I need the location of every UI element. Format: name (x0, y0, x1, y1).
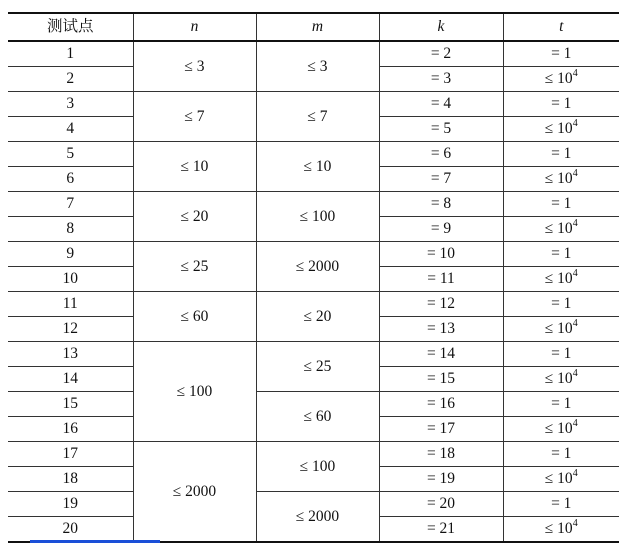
cell-test-point: 10 (8, 267, 133, 292)
cell-test-point: 16 (8, 417, 133, 442)
constraints-table (8, 12, 619, 543)
cell-k-value: = 5 (379, 117, 503, 142)
constraints-table-wrapper (8, 12, 619, 543)
cell-t-base: ≤ 10 (544, 220, 573, 237)
table-row (8, 292, 619, 317)
header-m: m (256, 13, 379, 41)
cell-test-point: 2 (8, 67, 133, 92)
cell-k-value: = 8 (379, 192, 503, 217)
cell-m-constraint: ≤ 25 (256, 342, 379, 392)
cell-m-constraint: ≤ 2000 (256, 492, 379, 543)
cell-k-value: = 13 (379, 317, 503, 342)
table-body (8, 41, 619, 542)
table-row (8, 442, 619, 467)
cell-t-exponent: 4 (572, 217, 578, 229)
cell-k-value: = 16 (379, 392, 503, 417)
cell-k-value: = 7 (379, 167, 503, 192)
cell-test-point: 19 (8, 492, 133, 517)
cell-k-value: = 3 (379, 67, 503, 92)
cell-test-point: 1 (8, 41, 133, 67)
table-row (8, 342, 619, 367)
cell-n-constraint: ≤ 7 (133, 92, 256, 142)
cell-test-point: 6 (8, 167, 133, 192)
cell-n-constraint: ≤ 100 (133, 342, 256, 442)
cell-k-value: = 10 (379, 242, 503, 267)
cell-t-base: ≤ 10 (544, 70, 573, 87)
cell-t-base: = 1 (551, 345, 572, 362)
cell-t-exponent: 4 (572, 317, 578, 329)
cell-test-point: 12 (8, 317, 133, 342)
header-row (8, 13, 619, 41)
cell-k-value: = 18 (379, 442, 503, 467)
cell-n-constraint: ≤ 10 (133, 142, 256, 192)
cell-k-value: = 20 (379, 492, 503, 517)
cell-t-base: ≤ 10 (544, 270, 573, 287)
table-row (8, 142, 619, 167)
cell-k-value: = 17 (379, 417, 503, 442)
cell-m-constraint: ≤ 10 (256, 142, 379, 192)
cell-t-base: ≤ 10 (544, 520, 573, 537)
cell-k-value: = 15 (379, 367, 503, 392)
cell-test-point: 9 (8, 242, 133, 267)
cell-t-exponent: 4 (572, 417, 578, 429)
cell-t-value (503, 117, 619, 142)
cell-test-point: 4 (8, 117, 133, 142)
cell-t-exponent: 4 (572, 467, 578, 479)
cell-m-constraint: ≤ 100 (256, 192, 379, 242)
cell-t-exponent: 4 (572, 67, 578, 79)
cell-t-value (503, 317, 619, 342)
cell-t-base: ≤ 10 (544, 170, 573, 187)
cell-t-base: = 1 (551, 145, 572, 162)
table-row (8, 492, 619, 517)
cell-t-exponent: 4 (572, 167, 578, 179)
cell-test-point: 18 (8, 467, 133, 492)
cell-t-value (503, 417, 619, 442)
cell-t-value (503, 217, 619, 242)
cell-m-constraint: ≤ 60 (256, 392, 379, 442)
cell-t-value (503, 392, 619, 417)
table-row (8, 192, 619, 217)
cell-t-exponent: 4 (572, 517, 578, 529)
cell-t-value (503, 92, 619, 117)
header-test-point: 测试点 (8, 13, 133, 41)
cell-t-base: = 1 (551, 95, 572, 112)
cell-t-value (503, 142, 619, 167)
cell-test-point: 5 (8, 142, 133, 167)
cell-t-base: = 1 (551, 395, 572, 412)
cell-t-base: = 1 (551, 295, 572, 312)
cell-t-exponent: 4 (572, 367, 578, 379)
cell-test-point: 11 (8, 292, 133, 317)
cell-m-constraint: ≤ 7 (256, 92, 379, 142)
table-row (8, 92, 619, 117)
cell-test-point: 17 (8, 442, 133, 467)
cell-test-point: 15 (8, 392, 133, 417)
table-row (8, 392, 619, 417)
cell-test-point: 7 (8, 192, 133, 217)
cell-t-value (503, 67, 619, 92)
cell-m-constraint: ≤ 20 (256, 292, 379, 342)
header-n: n (133, 13, 256, 41)
cell-t-exponent: 4 (572, 267, 578, 279)
cell-t-value (503, 492, 619, 517)
cell-t-value (503, 342, 619, 367)
cell-t-value (503, 167, 619, 192)
cell-k-value: = 11 (379, 267, 503, 292)
cell-k-value: = 2 (379, 41, 503, 67)
cell-k-value: = 19 (379, 467, 503, 492)
cell-k-value: = 4 (379, 92, 503, 117)
cell-t-value (503, 292, 619, 317)
cell-k-value: = 14 (379, 342, 503, 367)
header-t: t (503, 13, 619, 41)
cell-t-base: ≤ 10 (544, 320, 573, 337)
cell-test-point: 13 (8, 342, 133, 367)
cell-n-constraint: ≤ 2000 (133, 442, 256, 543)
cell-t-value (503, 467, 619, 492)
cell-n-constraint: ≤ 25 (133, 242, 256, 292)
cell-test-point: 20 (8, 517, 133, 543)
cell-t-base: ≤ 10 (544, 120, 573, 137)
cell-t-value (503, 442, 619, 467)
header-k: k (379, 13, 503, 41)
cell-test-point: 14 (8, 367, 133, 392)
cell-m-constraint: ≤ 100 (256, 442, 379, 492)
cell-k-value: = 21 (379, 517, 503, 543)
cell-n-constraint: ≤ 3 (133, 41, 256, 92)
cell-test-point: 3 (8, 92, 133, 117)
cell-t-value (503, 267, 619, 292)
cell-n-constraint: ≤ 60 (133, 292, 256, 342)
cell-t-base: = 1 (551, 245, 572, 262)
cell-t-value (503, 192, 619, 217)
table-row (8, 41, 619, 67)
cell-m-constraint: ≤ 2000 (256, 242, 379, 292)
cell-test-point: 8 (8, 217, 133, 242)
cell-t-base: ≤ 10 (544, 420, 573, 437)
cell-t-value (503, 517, 619, 543)
cell-t-value (503, 367, 619, 392)
table-row (8, 242, 619, 267)
cell-t-base: ≤ 10 (544, 470, 573, 487)
cell-m-constraint: ≤ 3 (256, 41, 379, 92)
cell-t-value (503, 41, 619, 67)
cell-k-value: = 6 (379, 142, 503, 167)
cell-k-value: = 9 (379, 217, 503, 242)
cell-t-base: ≤ 10 (544, 370, 573, 387)
cell-n-constraint: ≤ 20 (133, 192, 256, 242)
cell-k-value: = 12 (379, 292, 503, 317)
page-marker-line (30, 540, 160, 543)
cell-t-base: = 1 (551, 195, 572, 212)
cell-t-base: = 1 (551, 45, 572, 62)
cell-t-base: = 1 (551, 495, 572, 512)
cell-t-base: = 1 (551, 445, 572, 462)
cell-t-exponent: 4 (572, 117, 578, 129)
cell-t-value (503, 242, 619, 267)
